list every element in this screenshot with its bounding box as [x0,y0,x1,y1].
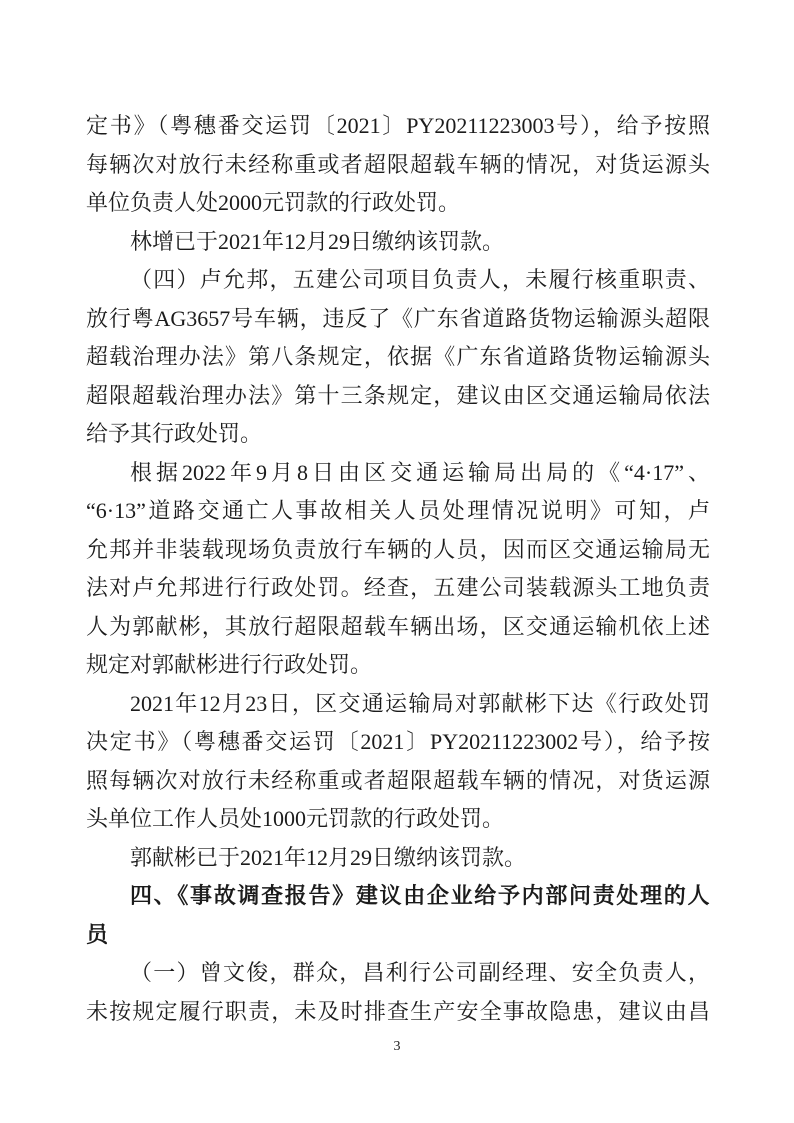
text-line: “6·13”道路交通亡人事故相关人员处理情况说明》可知，卢 [86,498,710,523]
text-line: 根据2022年9月8日由区交通运输局出局的《“4·17”、 [130,459,710,485]
text-line: 林增已于2021年12月29日缴纳该罚款。 [130,228,505,254]
text-line: 超载治理办法》第八条规定，依据《广东省道路货物运输源头 [86,344,710,369]
text-line: 给予其行政处罚。 [86,421,263,446]
page-number: 3 [393,1039,401,1054]
text-line: （一）曾文俊，群众，昌利行公司副经理、安全负责人， [130,960,710,985]
text-line: 超限超载治理办法》第十三条规定，建议由区交通运输局依法 [86,382,710,408]
text-line: 决定书》（粤穗番交运罚〔2021〕PY20211223002号），给予按 [86,729,710,754]
text-line: 法对卢允邦进行行政处罚。经查，五建公司装载源头工地负责 [86,575,710,600]
text-line: 单位负责人处2000元罚款的行政处罚。 [86,190,461,215]
text-line: 每辆次对放行未经称重或者超限超载车辆的情况，对货运源头 [86,151,710,177]
text-line: 照每辆次对放行未经称重或者超限超载车辆的情况，对货运源 [86,767,710,793]
text-line: 放行粤AG3657号车辆，违反了《广东省道路货物运输源头超限 [86,305,710,331]
text-line: 郭献彬已于2021年12月29日缴纳该罚款。 [130,844,527,870]
heading-line: 四、《事故调查报告》建议由企业给予内部问责处理的人 [130,883,710,908]
text-line: 允邦并非装载现场负责放行车辆的人员，因而区交通运输局无 [86,536,710,562]
heading-line: 员 [86,921,109,947]
text-line: 头单位工作人员处1000元罚款的行政处罚。 [86,806,505,831]
text-line: 2021年12月23日，区交通运输局对郭献彬下达《行政处罚 [130,690,710,716]
text-line: 规定对郭献彬进行行政处罚。 [86,652,373,677]
text-line: 未按规定履行职责，未及时排查生产安全事故隐患，建议由昌 [86,998,710,1024]
text-line: 定书》（粤穗番交运罚〔2021〕PY20211223003号），给予按照 [86,113,710,138]
document-body [86,107,710,1031]
text-line: 人为郭献彬，其放行超限超载车辆出场，区交通运输机依上述 [86,613,710,639]
text-line: （四）卢允邦，五建公司项目负责人，未履行核重职责、 [130,267,710,292]
